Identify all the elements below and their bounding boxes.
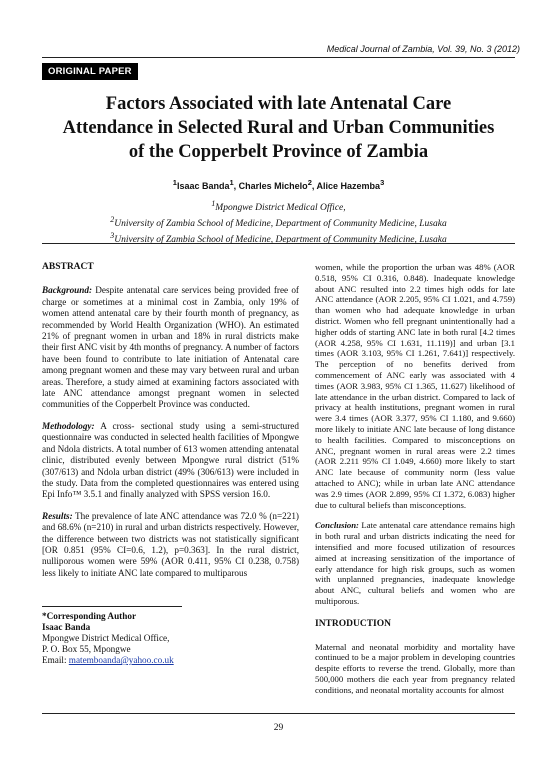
abstract-methodology (42, 421, 299, 501)
abstract-results-continued: women, while the proportion the urban was 48% (AOR 0.518, 95% CI 0.316, 0.848). Inadequate knowledge about ANC resulted into 2.2 times high odds for late ANC attendance (AOR 2.205, 95% CI 1.021, and 4.759) than women who had adequate knowledge in urban district. Women who fell pregnant unintentionally had a higher odds of starting ANC late in both rural [4.2 times (AOR 4.258, 95% CI 1.631, 11.119)] and urban [3.1 times (AOR 3.103, 95% CI 1.261, 7.641)] respectively. The perception of no benefits derived from commencement of ANC early was associated with 4 times (AOR 3.983, 95% CI 1.365, 11.627) likelihood of late attendance in the urban district. Compared to lack of privacy at health institutions, pregnant women in rural were 3.4 times (AOR 3.377, 95% CI 1.180, and 9.660) more likely to initiate ANC late because of long distance to health facilities. Compared to misconceptions on ANC, pregnant women in rural areas were 2.2 times (AOR 2.211 95% CI 1.049, 4.660) more likely to start ANC late because of community norm (less value attached to ANC); while in urban late ANC attendance was 2.9 times (AOR 2.899, 95% CI 1.372, 6.083) higher due to cultural beliefs than misconceptions. (315, 262, 515, 510)
email-label: Email: (42, 655, 67, 665)
corresponding-box: P. O. Box 55, Mpongwe (42, 644, 131, 654)
page-number: 29 (273, 723, 284, 733)
paper-title (30, 92, 527, 164)
author-sup: 2 (307, 178, 312, 187)
methodology-label: Methodology: (42, 420, 95, 431)
title-line: of the Copperbelt Province of Zambia (128, 142, 429, 162)
corresponding-office: Mpongwe District Medical Office, (42, 633, 170, 643)
affiliation-sup: 1 (211, 199, 216, 208)
footer-rule (42, 713, 515, 714)
introduction-heading: INTRODUCTION (315, 618, 392, 629)
author-name: Alice Hazemba (316, 181, 381, 191)
corresponding-email-row (42, 655, 300, 666)
methodology-text: A cross- sectional study using a semi-structured questionnaire was conducted in selected health facilities of Mpongwe and Ndola districts. A total number of 613 women attending antenatal clinic, distributed evenly between Mpongwe rural district (51% (307/613) and Ndola urban district (49% (306/613) were included in the study. Data from the completed questionnaires was entered using Epi Info™ 3.5.1 and finally analyzed with SPSS version 16.0. (42, 420, 299, 500)
corresponding-heading: *Corresponding Author (42, 611, 137, 621)
affiliation-sup: 3 (110, 231, 115, 241)
affiliations (0, 198, 557, 246)
author-sup: 1 (172, 178, 177, 187)
corresponding-author (42, 611, 300, 666)
author-name: Charles Michelo (238, 181, 308, 191)
affiliation (0, 230, 557, 246)
affiliation-text: University of Zambia School of Medicine, Department of Community Medicine, Lusaka (114, 219, 447, 230)
affiliation-text: University of Zambia School of Medicine, Department of Community Medicine, Lusaka (114, 235, 447, 246)
introduction-text: Maternal and neonatal morbidity and mortality have continued to be a major problem in developing countries despite efforts to reverse the trend. Globally, more than 500,000 mothers die each year from pregnancy related conditions, and neonatal mortality accounts for almost (315, 641, 515, 695)
abstract-conclusion (315, 520, 515, 606)
article-type-badge: ORIGINAL PAPER (42, 63, 138, 80)
affiliation (0, 214, 557, 230)
background-label: Background: (42, 285, 93, 296)
title-line: Factors Associated with late Antenatal Care (105, 94, 452, 114)
section-rule (42, 243, 515, 244)
journal-header: Medical Journal of Zambia, Vol. 39, No. 3 (2012) (326, 44, 520, 54)
corresponding-name: Isaac Banda (42, 622, 91, 632)
results-text: The prevalence of late ANC attendance was 72.0 % (n=221) and 68.6% (n=210) in rural and urban districts respectively. However, the difference between two districts was not statistically significant [OR 0.851 (95% CI=0.6, 1.2), p=0.363]. In the rural district, nulliporous women were 59% (AOR 0.411, 95% CI 0.238, 0.758) less likely to initiate ANC late compared to multiparous (42, 510, 299, 578)
footnote-rule (42, 606, 182, 607)
abstract-results (42, 511, 299, 579)
header-rule (42, 57, 515, 58)
background-text: Despite antenatal care services being provided free of charge or sometimes at a minimal cost in Zambia, only 19% of women attend antenatal care by their fourth month of pregnancy, as recommended by World Health Organization (WHO). An estimated 21% of pregnant women in urban and 18% in rural districts make their first ANC visit by 4th months of pregnancy. A number of factors have been found to contribute to late initiation of Antenatal care among pregnant women and these may vary between rural and urban areas. Therefore, a study aimed at examining factors associated with late ANC attendance amongst pregnant women in selected communities of the Copperbelt Province was conducted. (42, 285, 299, 410)
author-name: Isaac Banda (176, 181, 230, 191)
abstract-heading: ABSTRACT (42, 262, 94, 272)
abstract-background (42, 285, 299, 410)
title-line: Attendance in Selected Rural and Urban Communities (62, 118, 495, 138)
email-link[interactable]: matemboanda@yahoo.co.uk (68, 655, 174, 665)
right-column (315, 262, 515, 705)
affiliation-text: Mpongwe District Medical Office, (215, 203, 346, 214)
affiliation (0, 198, 557, 214)
conclusion-text: Late antenatal care attendance remains high in both rural and urban districts indicating the need for intensified and more focused utilization of resources aimed at increasing sensitization of the importance of early attendance for high risk groups, such as women with unplanned pregnancies, inadequate knowledge about ANC, cultural beliefs and women who are multiporous. (315, 520, 515, 606)
results-label: Results: (42, 510, 73, 521)
author-list: $^1$Isaac Banda$^1$, Charles Michelo$^2$, Alice Hazemba$^3$ (172, 178, 385, 191)
left-column (42, 262, 299, 589)
conclusion-label: Conclusion: (315, 520, 359, 531)
author-sup: 1 (229, 178, 234, 187)
affiliation-sup: 2 (110, 215, 115, 225)
author-sup: 3 (380, 178, 385, 187)
